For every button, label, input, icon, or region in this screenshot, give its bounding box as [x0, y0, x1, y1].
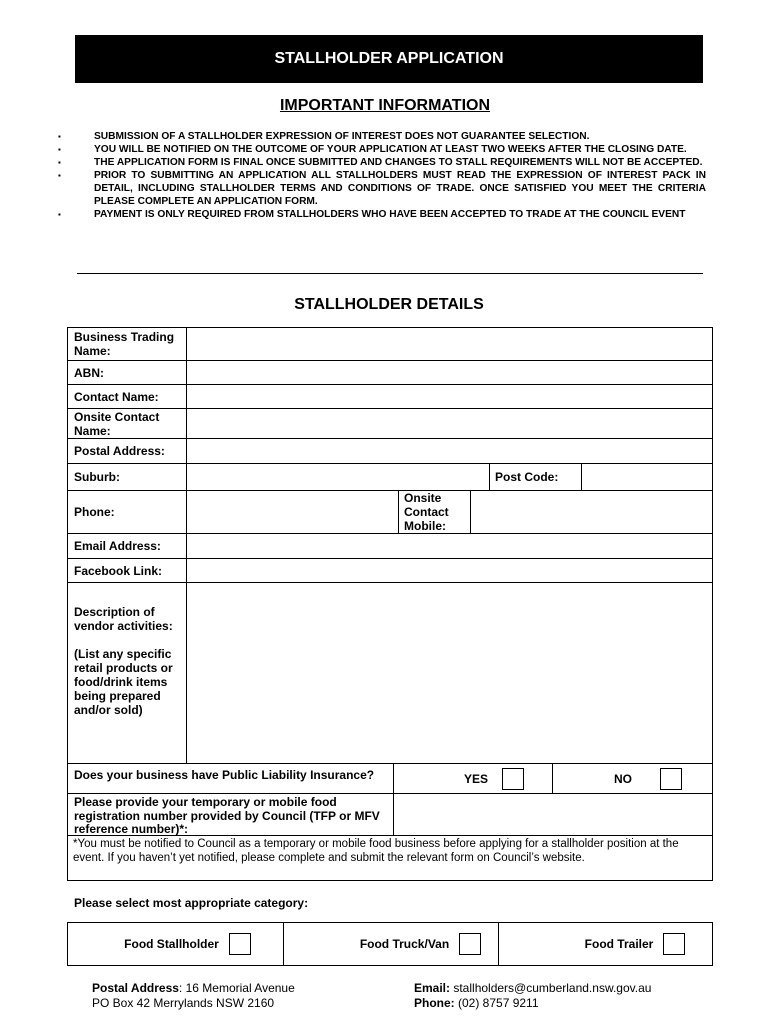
bullet-marker: ▪	[58, 171, 61, 180]
form-banner: STALLHOLDER APPLICATION	[75, 35, 703, 83]
category-food-trailer	[498, 923, 712, 965]
phone-footer-label: Phone:	[414, 996, 455, 1010]
onsite-contact-mobile-label: Onsite Contact Mobile:	[398, 491, 470, 534]
food-business-note: *You must be notified to Council as a temporary or mobile food business before applying for a stallholder position at the event. If you haven’t yet notified, please complete and submit the relevant form on Council’s website.	[73, 838, 679, 864]
category-selector	[67, 922, 713, 966]
yes-label: YES	[463, 771, 488, 786]
category-prompt: Please select most appropriate category:	[74, 896, 309, 910]
suburb-field[interactable]	[186, 464, 489, 491]
list-item: ▪ THE APPLICATION FORM IS FINAL ONCE SUBMITTED AND CHANGES TO STALL REQUIREMENTS WILL NOT BE ACCEPTED.	[58, 157, 703, 168]
onsite-contact-name-label: Onsite Contact Name:	[68, 409, 186, 439]
category-label: Food Trailer	[584, 937, 654, 951]
abn-label: ABN:	[68, 361, 186, 385]
bullet-marker: ▪	[58, 210, 61, 219]
business-trading-name-label: Business Trading Name:	[68, 328, 186, 361]
phone-footer-value: (02) 8757 9211	[454, 996, 539, 1010]
post-code-field[interactable]	[581, 464, 712, 491]
description-field[interactable]	[186, 583, 712, 764]
stallholder-details-heading: STALLHOLDER DETAILS	[294, 296, 484, 313]
post-code-label: Post Code:	[489, 464, 581, 491]
category-label: Food Stallholder	[124, 937, 219, 951]
category-food-stallholder	[68, 923, 283, 965]
liability-yes-option	[393, 764, 552, 794]
suburb-label: Suburb:	[68, 464, 186, 491]
list-item: ▪ YOU WILL BE NOTIFIED ON THE OUTCOME OF YOUR APPLICATION AT LEAST TWO WEEKS AFTER THE CLOSING DATE.	[58, 144, 687, 155]
no-label: NO	[614, 771, 632, 786]
postal-address-footer-label: Postal Address	[92, 981, 179, 995]
facebook-link-field[interactable]	[186, 559, 712, 583]
bullet-marker: ▪	[58, 132, 61, 141]
divider	[77, 273, 703, 274]
contact-name-field[interactable]	[186, 385, 712, 409]
stallholder-details-form	[67, 327, 713, 881]
list-item: ▪ PAYMENT IS ONLY REQUIRED FROM STALLHOLDERS WHO HAVE BEEN ACCEPTED TO TRADE AT THE COUNCIL EVENT	[58, 209, 686, 220]
postal-address-field[interactable]	[186, 439, 712, 464]
food-registration-field[interactable]	[393, 794, 712, 836]
postal-address-footer-value: : 16 Memorial Avenue	[178, 981, 295, 995]
onsite-contact-name-field[interactable]	[186, 409, 712, 439]
liability-no-option	[552, 764, 712, 794]
important-bullet-list	[58, 130, 706, 221]
phone-field[interactable]	[186, 491, 398, 534]
food-stallholder-checkbox[interactable]	[229, 933, 251, 955]
bullet-marker: ▪	[58, 158, 61, 167]
no-checkbox[interactable]	[660, 768, 682, 790]
description-hint: (List any specific retail products or food/drink items being prepared and/or sold)	[74, 647, 173, 717]
business-trading-name-field[interactable]	[186, 328, 712, 361]
email-footer-label: Email:	[414, 981, 451, 995]
food-trailer-checkbox[interactable]	[663, 933, 685, 955]
category-label: Food Truck/Van	[359, 937, 450, 951]
food-truck-van-checkbox[interactable]	[459, 933, 481, 955]
po-box-line: PO Box 42 Merrylands NSW 2160	[92, 996, 275, 1010]
public-liability-question: Does your business have Public Liability Insurance?	[68, 764, 393, 794]
yes-checkbox[interactable]	[502, 768, 524, 790]
facebook-link-label: Facebook Link:	[68, 559, 186, 583]
email-footer-value[interactable]: stallholders@cumberland.nsw.gov.au	[450, 981, 652, 995]
food-registration-question: Please provide your temporary or mobile food registration number provided by Council (TFP or MFV reference number)*:	[68, 794, 393, 836]
bullet-marker: ▪	[58, 145, 61, 154]
email-address-field[interactable]	[186, 534, 712, 559]
description-label-cell	[68, 583, 186, 764]
onsite-contact-mobile-field[interactable]	[470, 491, 712, 534]
phone-label: Phone:	[68, 491, 186, 534]
postal-address-label: Postal Address:	[68, 439, 186, 464]
important-information-heading: IMPORTANT INFORMATION	[279, 97, 491, 114]
contact-name-label: Contact Name:	[68, 385, 186, 409]
email-address-label: Email Address:	[68, 534, 186, 559]
list-item: ▪ PRIOR TO SUBMITTING AN APPLICATION ALL STALLHOLDERS MUST READ THE EXPRESSION OF INTEREST PACK IN DETAIL, INCLUDING STALLHOLDER TERMS AND CONDITIONS OF TRADE. ONCE SATISFIED YOU MEET THE CRITERIA PLEASE COMPLETE AN APPLICATION FORM.	[58, 170, 706, 207]
list-item: ▪ SUBMISSION OF A STALLHOLDER EXPRESSION OF INTEREST DOES NOT GUARANTEE SELECTION.	[58, 131, 590, 142]
footer-postal	[92, 981, 295, 1011]
abn-field[interactable]	[186, 361, 712, 385]
description-label: Description of vendor activities:	[74, 605, 173, 633]
category-food-truck-van	[283, 923, 498, 965]
footer-contact	[414, 981, 651, 1011]
